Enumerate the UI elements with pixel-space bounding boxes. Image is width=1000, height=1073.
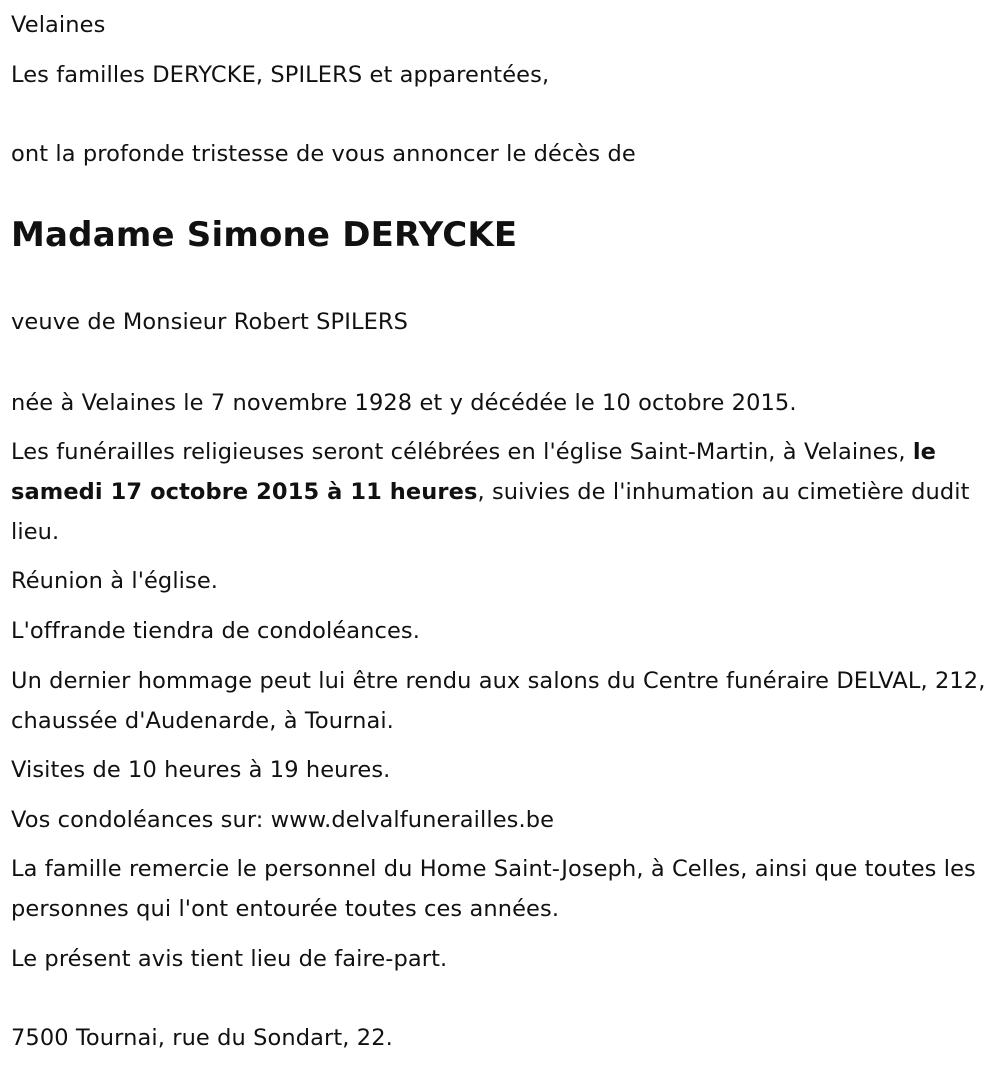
notice-line: Le présent avis tient lieu de faire-part. — [11, 946, 448, 972]
condolences-line: Vos condoléances sur: www.delvalfunerailles.be — [11, 807, 555, 833]
tribute-paragraph: Un dernier hommage peut lui être rendu aux salons du Centre funéraire DELVAL, 212, chaussée d'Audenarde, à Tournai. — [11, 668, 986, 734]
thanks-paragraph: La famille remercie le personnel du Home Saint-Joseph, à Celles, ainsi que toutes les personnes qui l'ont entourée toutes ces années. — [11, 856, 976, 922]
families-line: Les familles DERYCKE, SPILERS et apparentées, — [11, 62, 550, 88]
spouse-line: veuve de Monsieur Robert SPILERS — [11, 309, 409, 335]
address-line: 7500 Tournai, rue du Sondart, 22. — [11, 1025, 393, 1051]
meeting-line: Réunion à l'église. — [11, 568, 219, 594]
announcement-line: ont la profonde tristesse de vous annoncer le décès de — [11, 141, 636, 167]
location-line: Velaines — [11, 12, 106, 38]
funeral-text-before: Les funérailles religieuses seront célébrées en l'église Saint-Martin, à Velaines, — [11, 439, 913, 465]
funeral-paragraph — [11, 432, 986, 552]
birth-death-line: née à Velaines le 7 novembre 1928 et y décédée le 10 octobre 2015. — [11, 390, 797, 416]
visits-line: Visites de 10 heures à 19 heures. — [11, 757, 391, 783]
funeral-text-after: , suivies de l'inhumation au cimetière dudit lieu. — [11, 479, 970, 545]
offering-line: L'offrande tiendra de condoléances. — [11, 618, 421, 644]
funeral-date: le samedi 17 octobre 2015 à 11 heures — [11, 439, 937, 505]
deceased-name: Madame Simone DERYCKE — [11, 215, 518, 255]
